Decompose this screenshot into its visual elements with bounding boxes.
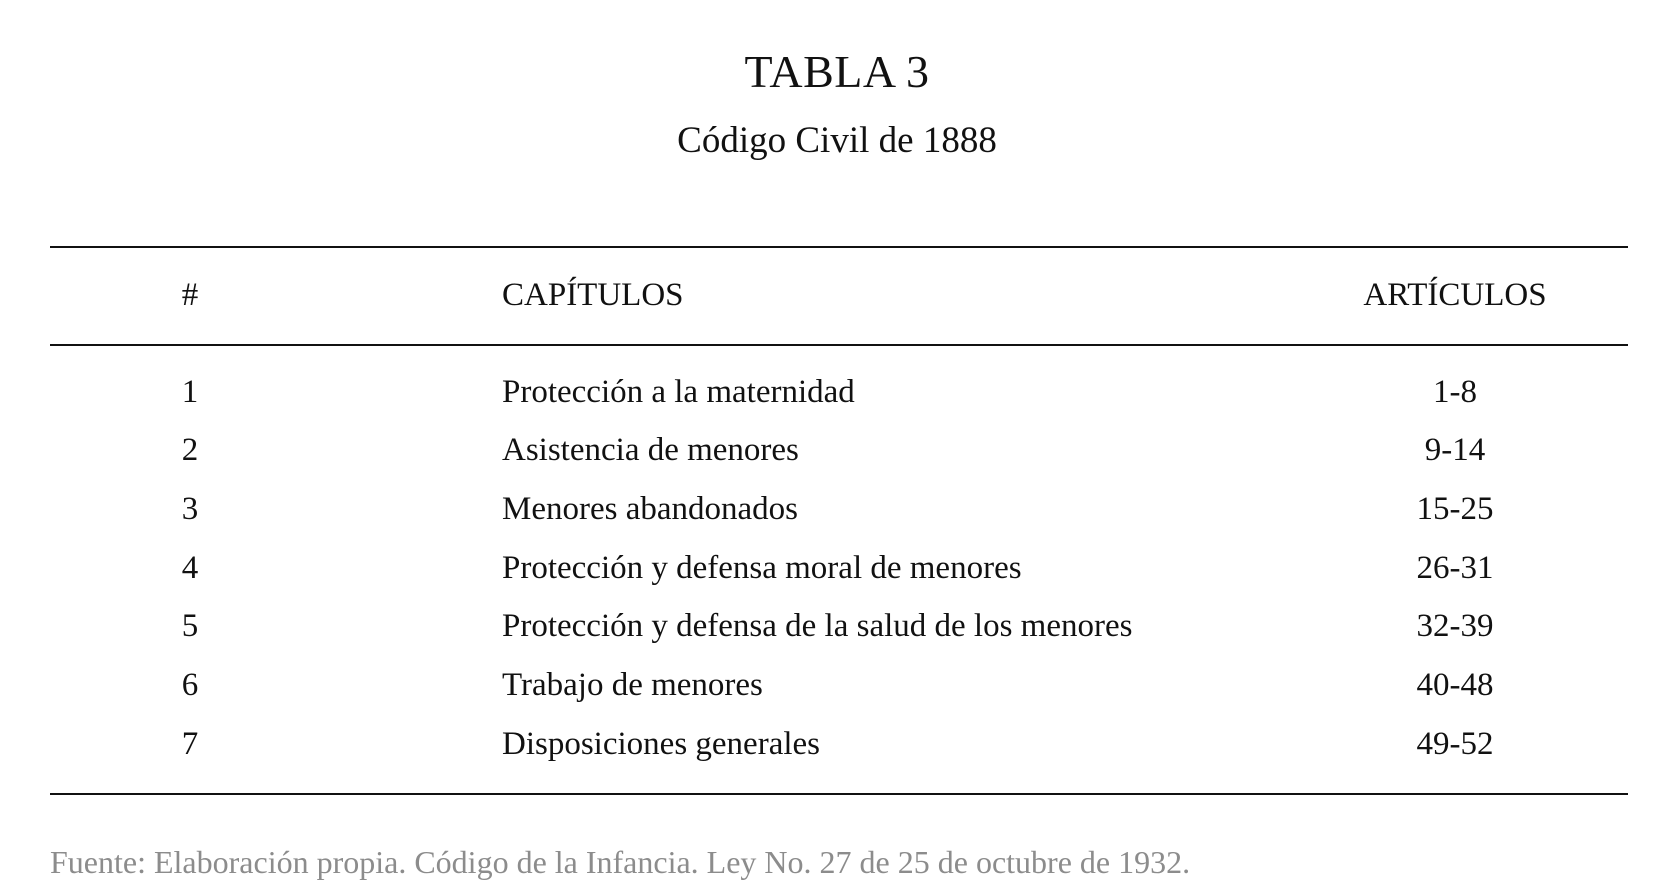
row-number: 5 (181, 608, 199, 644)
row-chapter: Asistencia de menores (502, 432, 799, 468)
row-number: 1 (181, 374, 199, 410)
row-articles: 32-39 (1416, 608, 1494, 644)
table-row (50, 368, 1628, 416)
row-chapter: Protección a la maternidad (502, 374, 855, 410)
header-number: # (181, 277, 199, 313)
row-articles: 49-52 (1416, 726, 1494, 762)
source-note: Fuente: Elaboración propia. Código de la Infancia. Ley No. 27 de 25 de octubre de 1932. (50, 844, 1191, 880)
table-row (50, 426, 1628, 474)
row-chapter: Protección y defensa de la salud de los menores (502, 608, 1133, 644)
header-articles: ARTÍCULOS (1363, 277, 1547, 313)
table-row (50, 720, 1628, 768)
row-number: 6 (181, 667, 199, 703)
table-title: TABLA 3 (744, 46, 930, 97)
table-bottom-rule (50, 793, 1628, 795)
row-number: 3 (181, 491, 199, 527)
row-chapter: Disposiciones generales (502, 726, 820, 762)
table-header-row (50, 271, 1628, 319)
header-chapters: CAPÍTULOS (502, 277, 684, 313)
row-number: 4 (181, 550, 199, 586)
row-articles: 40-48 (1416, 667, 1494, 703)
table-row (50, 485, 1628, 533)
row-chapter: Protección y defensa moral de menores (502, 550, 1022, 586)
table-top-rule (50, 246, 1628, 248)
row-chapter: Menores abandonados (502, 491, 799, 527)
row-articles: 9-14 (1424, 432, 1486, 468)
row-articles: 15-25 (1416, 491, 1494, 527)
table-header-rule (50, 344, 1628, 346)
row-articles: 1-8 (1433, 374, 1477, 410)
table-row (50, 602, 1628, 650)
table-subtitle: Código Civil de 1888 (677, 120, 997, 161)
row-articles: 26-31 (1416, 550, 1494, 586)
row-number: 2 (181, 432, 199, 468)
row-number: 7 (181, 726, 199, 762)
table-row (50, 544, 1628, 592)
table-row (50, 661, 1628, 709)
row-chapter: Trabajo de menores (502, 667, 763, 703)
